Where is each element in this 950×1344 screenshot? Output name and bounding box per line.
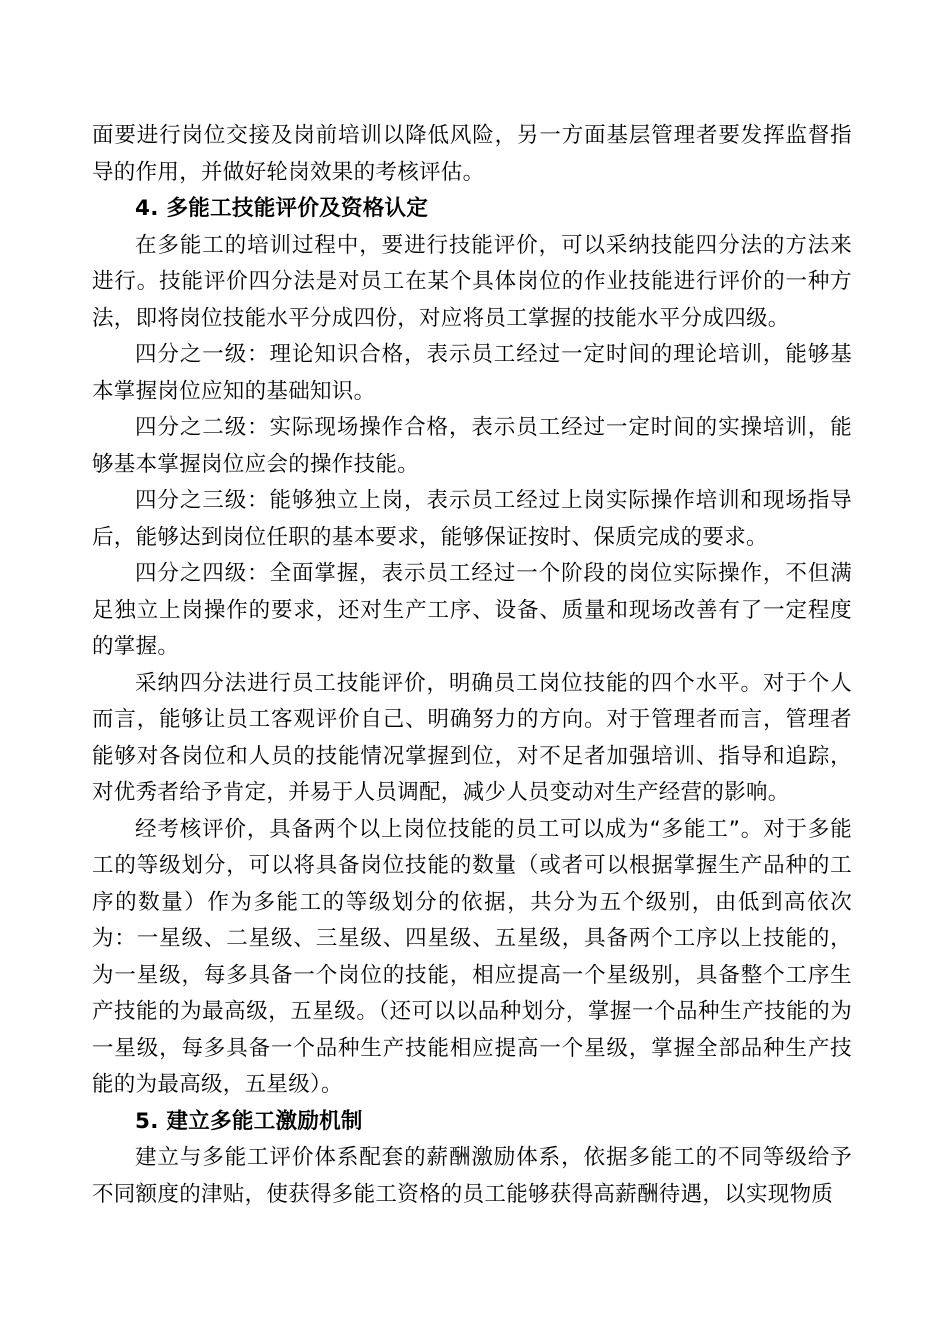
section-heading-5: 5. 建立多能工激励机制	[135, 1108, 363, 1134]
section-heading-4: 4. 多能工技能评价及资格认定	[135, 196, 429, 221]
document-body	[92, 118, 852, 1213]
paragraph-level-three: 四分之三级：能够独立上岗，表示员工经过上岗实际操作培训和现场指导后，能够达到岗位任职的基本要求，能够保证按时、保质完成的要求。	[92, 488, 852, 550]
paragraph-four-part-method: 在多能工的培训过程中，要进行技能评价，可以采纳技能四分法的方法来进行。技能评价四分法是对员工在某个具体岗位的作业技能进行评价的一种方法，即将岗位技能水平分成四份，对应将员工掌握的技能水平分成四级。	[92, 232, 852, 331]
paragraph-level-four: 四分之四级：全面掌握，表示员工经过一个阶段的岗位实际操作，不但满足独立上岗操作的要求，还对生产工序、设备、质量和现场改善有了一定程度的掌握。	[92, 561, 852, 659]
paragraph-star-grading: 经考核评价，具备两个以上岗位技能的员工可以成为“多能工”。对于多能工的等级划分，可以将具备岗位技能的数量（或者可以根据掌握生产品种的工序的数量）作为多能工的等级划分的依据，共分为五个级别，由低到高依次为：一星级、二星级、三星级、四星级、五星级，具备两个工序以上技能的，为一星级，每多具备一个岗位的技能，相应提高一个星级别，具备整个工序生产技能的为最高级，五星级。（还可以以品种划分，掌握一个品种生产技能的为一星级，每多具备一个品种生产技能相应提高一个星级，掌握全部品种生产技能的为最高级，五星级）。	[92, 816, 852, 1097]
paragraph-evaluation-benefits: 采纳四分法进行员工技能评价，明确员工岗位技能的四个水平。对于个人而言，能够让员工客观评价自己、明确努力的方向。对于管理者而言，管理者能够对各岗位和人员的技能情况掌握到位，对不足者加强培训、指导和追踪，对优秀者给予肯定，并易于人员调配，减少人员变动对生产经营的影响。	[92, 670, 852, 805]
continued-paragraph: 面要进行岗位交接及岗前培训以降低风险，另一方面基层管理者要发挥监督指导的作用，并做好轮岗效果的考核评估。	[92, 123, 852, 185]
paragraph-level-one: 四分之一级：理论知识合格，表示员工经过一定时间的理论培训，能够基本掌握岗位应知的基础知识。	[92, 342, 852, 404]
paragraph-level-two: 四分之二级：实际现场操作合格，表示员工经过一定时间的实操培训，能够基本掌握岗位应会的操作技能。	[92, 415, 852, 477]
paragraph-incentive: 建立与多能工评价体系配套的薪酬激励体系，依据多能工的不同等级给予不同额度的津贴，使获得多能工资格的员工能够获得高薪酬待遇，以实现物质	[92, 1145, 852, 1207]
